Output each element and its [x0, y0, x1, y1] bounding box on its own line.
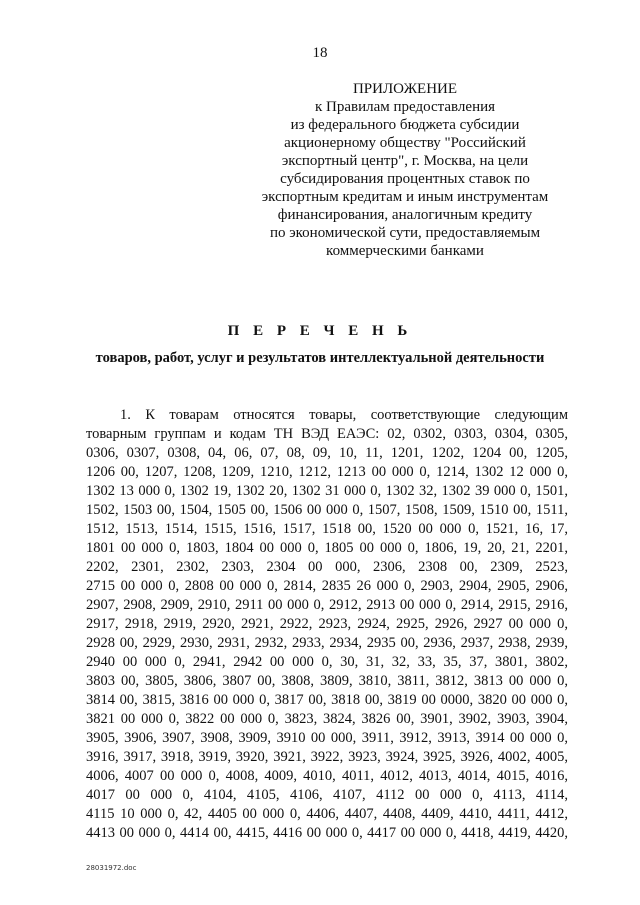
appendix-line: субсидирования процентных ставок по — [280, 171, 530, 187]
body-line: 4115 10 000 0, 42, 4405 00 000 0, 4406, 4407, 4408, 4409, 4410, 4411, 4412, — [86, 806, 568, 822]
appendix-line: из федерального бюджета субсидии — [290, 117, 520, 133]
body-line: 1502, 1503 00, 1504, 1505 00, 1506 00 000 0, 1507, 1508, 1509, 1510 00, 1511, — [86, 502, 568, 518]
body-line: 3905, 3906, 3907, 3908, 3909, 3910 00 000, 3911, 3912, 3913, 3914 00 000 0, — [86, 730, 568, 746]
appendix-line: по экономической сути, предоставляемым — [269, 225, 541, 241]
body-line: 4413 00 000 0, 4414 00, 4415, 4416 00 000 0, 4417 00 000 0, 4418, 4419, 4420, — [86, 825, 568, 841]
appendix-heading: ПРИЛОЖЕНИЕ — [352, 81, 458, 97]
appendix-block — [240, 80, 570, 260]
body-line: 3814 00, 3815, 3816 00 000 0, 3817 00, 3818 00, 3819 00 0000, 3820 00 000 0, — [86, 692, 568, 708]
body-line: 4017 00 000 0, 4104, 4105, 4106, 4107, 4112 00 000 0, 4113, 4114, — [86, 787, 568, 803]
appendix-line: коммерческими банками — [326, 243, 484, 259]
appendix-line: финансирования, аналогичным кредиту — [277, 207, 533, 223]
body-line: 1. К товарам относятся товары, соответствующие следующим — [120, 407, 568, 423]
body-line: 1302 13 000 0, 1302 19, 1302 20, 1302 31 000 0, 1302 32, 1302 39 000 0, 1501, — [86, 483, 568, 499]
body-line: 1512, 1513, 1514, 1515, 1516, 1517, 1518 00, 1520 00 000 0, 1521, 16, 17, — [86, 521, 568, 537]
body-line: 2940 00 000 0, 2941, 2942 00 000 0, 30, 31, 32, 33, 35, 37, 3801, 3802, — [86, 654, 568, 670]
body-line: 3803 00, 3805, 3806, 3807 00, 3808, 3809, 3810, 3811, 3812, 3813 00 000 0, — [86, 673, 568, 689]
body-line: 2928 00, 2929, 2930, 2931, 2932, 2933, 2934, 2935 00, 2936, 2937, 2938, 2939, — [86, 635, 568, 651]
body-line: 1801 00 000 0, 1803, 1804 00 000 0, 1805 00 000 0, 1806, 19, 20, 21, 2201, — [86, 540, 568, 556]
document-body — [86, 406, 568, 843]
body-line: 3916, 3917, 3918, 3919, 3920, 3921, 3922, 3923, 3924, 3925, 3926, 4002, 4005, — [86, 749, 568, 765]
body-line: 2202, 2301, 2302, 2303, 2304 00 000, 2306, 2308 00, 2309, 2523, — [86, 559, 568, 575]
page-number: 18 — [312, 45, 328, 61]
body-line: 2907, 2908, 2909, 2910, 2911 00 000 0, 2912, 2913 00 000 0, 2914, 2915, 2916, — [86, 597, 568, 613]
body-line: 2715 00 000 0, 2808 00 000 0, 2814, 2835 26 000 0, 2903, 2904, 2905, 2906, — [86, 578, 568, 594]
body-line: товарным группам и кодам ТН ВЭД ЕАЭС: 02, 0302, 0303, 0304, 0305, — [86, 426, 568, 442]
appendix-line: экспортным кредитам и иным инструментам — [261, 189, 549, 205]
file-name-footer: 28031972.doc — [86, 864, 137, 872]
body-line: 0306, 0307, 0308, 04, 06, 07, 08, 09, 10, 11, 1201, 1202, 1204 00, 1205, — [86, 445, 568, 461]
appendix-line: экспортный центр", г. Москва, на цели — [281, 153, 529, 169]
list-subtitle: товаров, работ, услуг и результатов интеллектуальной деятельности — [95, 350, 545, 366]
appendix-line: акционерному обществу "Российский — [284, 135, 526, 151]
list-title: П Е Р Е Ч Е Н Ь — [227, 323, 413, 339]
body-line: 4006, 4007 00 000 0, 4008, 4009, 4010, 4011, 4012, 4013, 4014, 4015, 4016, — [86, 768, 568, 784]
body-line: 2917, 2918, 2919, 2920, 2921, 2922, 2923, 2924, 2925, 2926, 2927 00 000 0, — [86, 616, 568, 632]
appendix-line: к Правилам предоставления — [314, 99, 496, 115]
body-line: 1206 00, 1207, 1208, 1209, 1210, 1212, 1213 00 000 0, 1214, 1302 12 000 0, — [86, 464, 568, 480]
body-line: 3821 00 000 0, 3822 00 000 0, 3823, 3824, 3826 00, 3901, 3902, 3903, 3904, — [86, 711, 568, 727]
